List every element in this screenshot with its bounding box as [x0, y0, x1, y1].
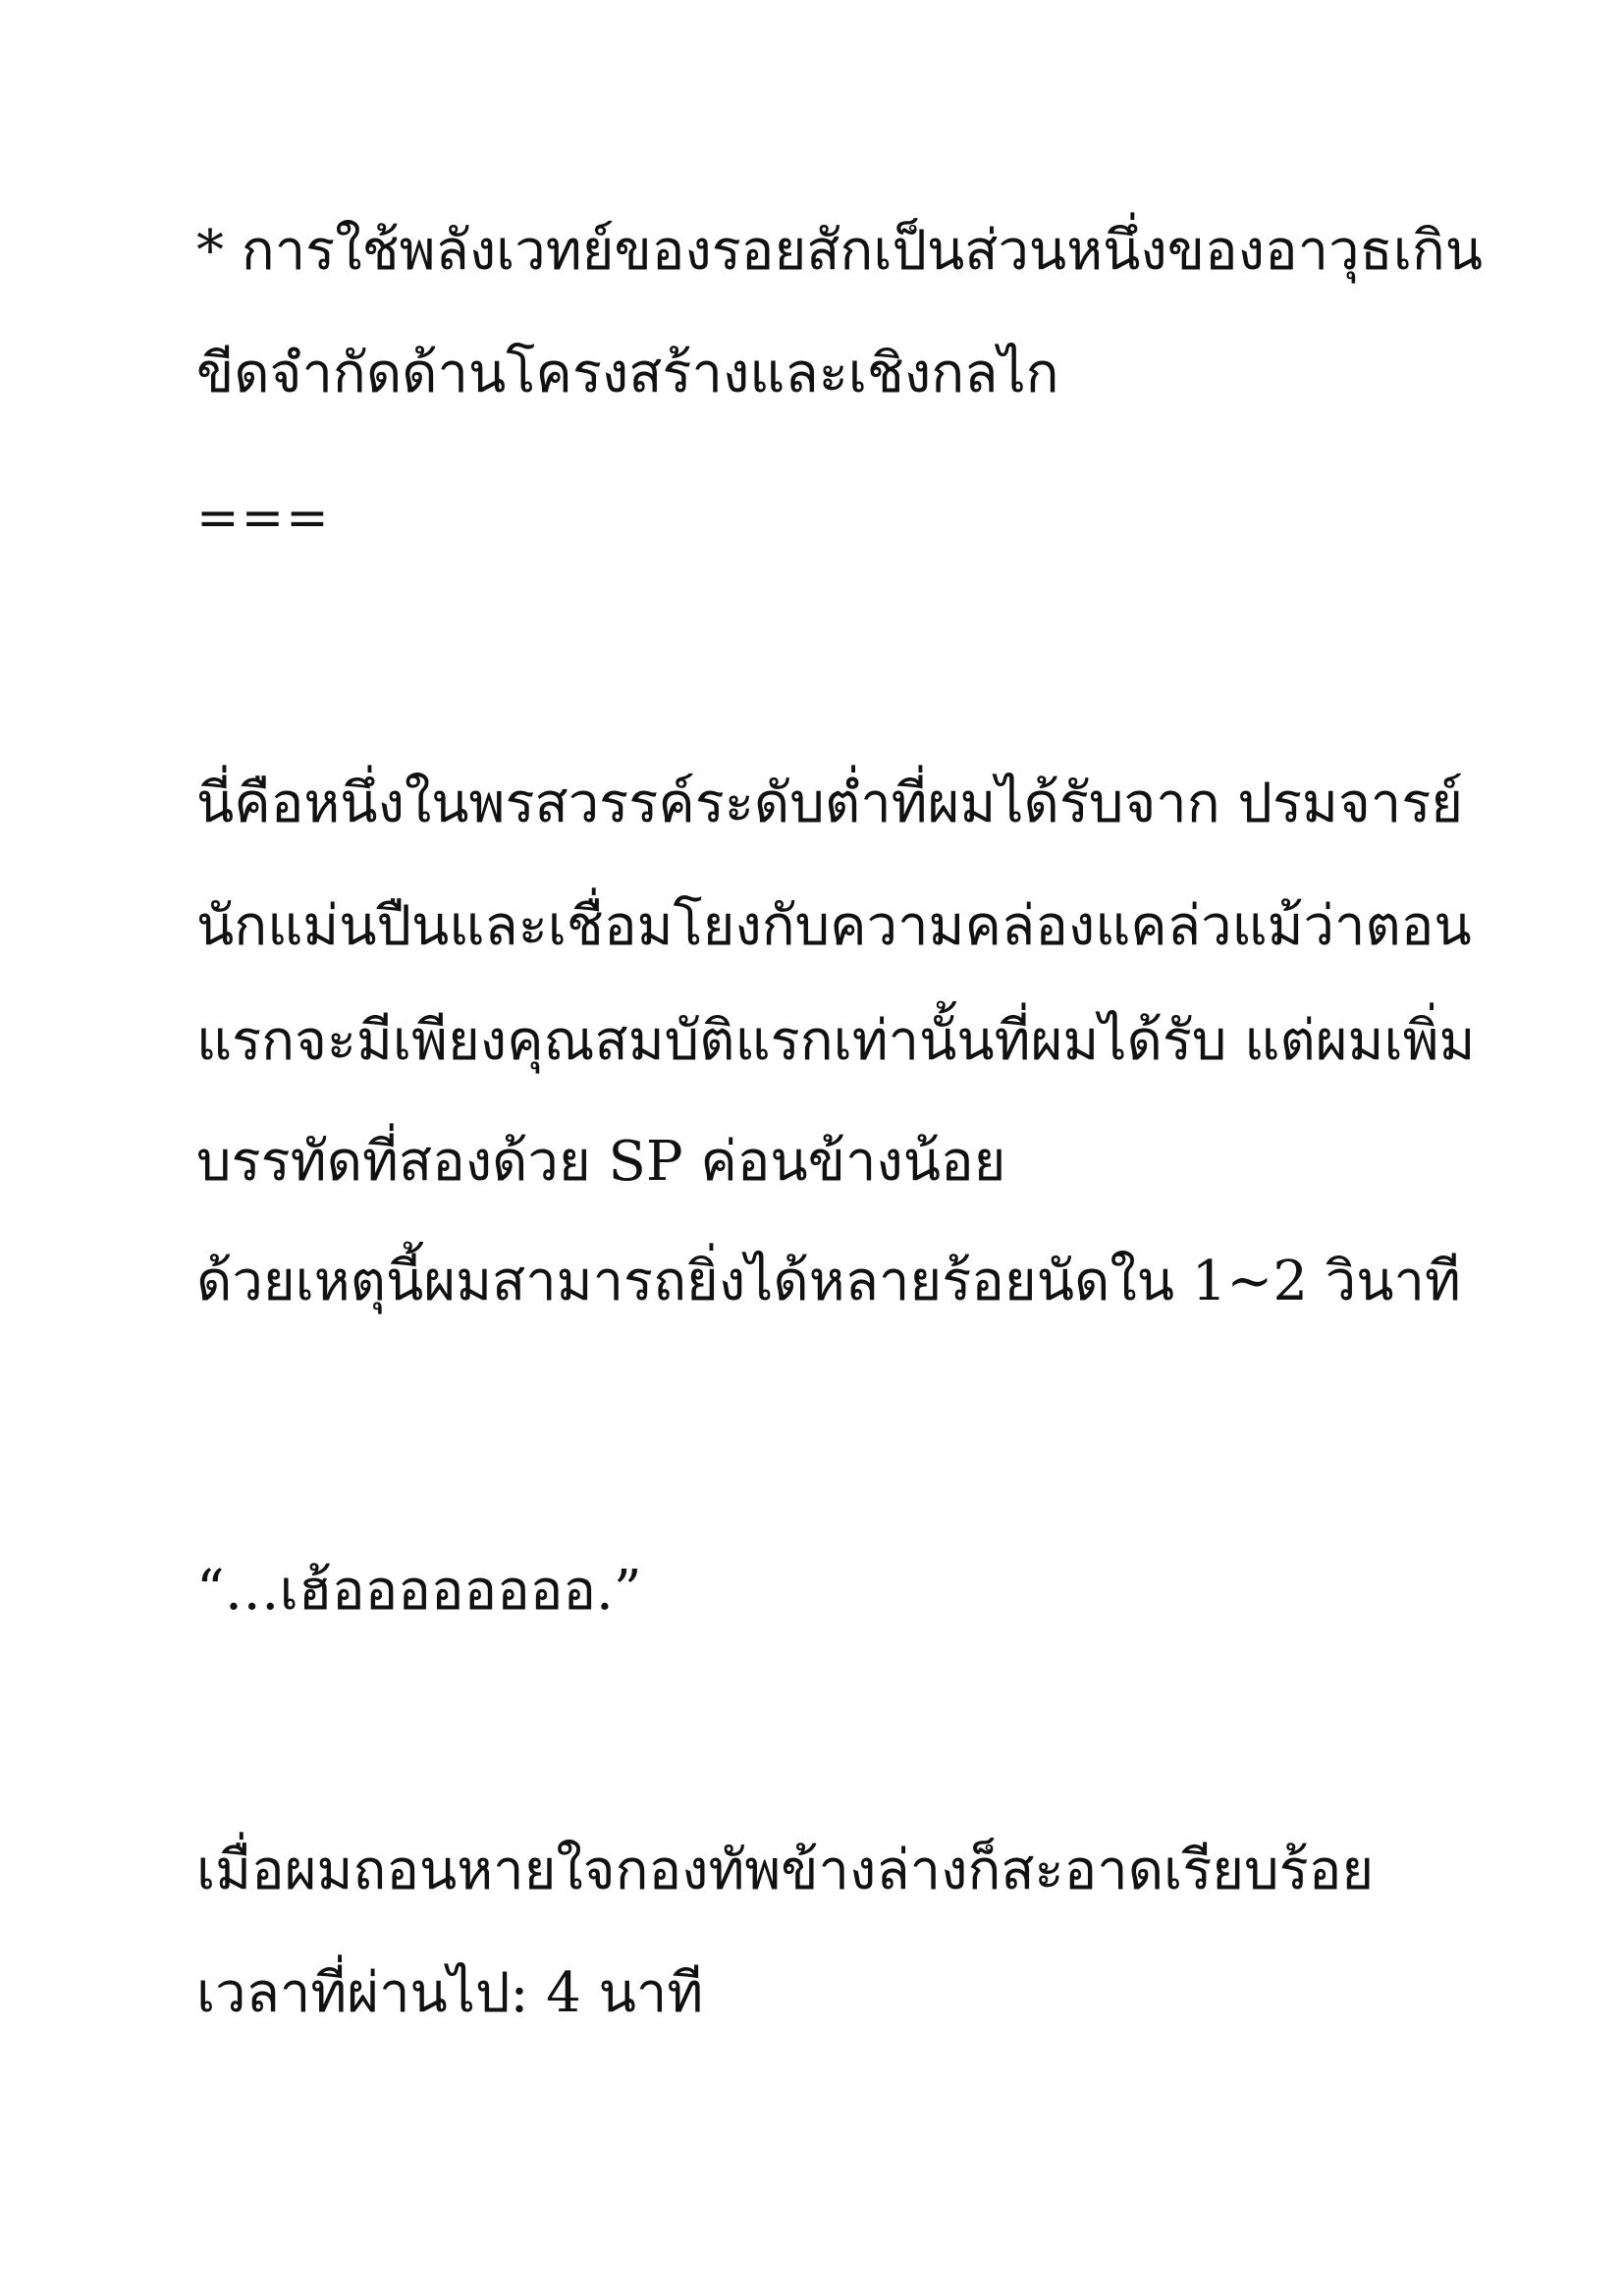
paragraph-line-3: แรกจะมีเพียงคุณสมบัติแรกเท่านั้นที่ผมได้รับ แต่ผมเพิ่ม [196, 1009, 1476, 1073]
section-divider: === [196, 489, 331, 548]
footnote-line-1: * การใช้พลังเวทย์ของรอยสักเป็นส่วนหนึ่งของอาวุธเกิน [196, 219, 1484, 283]
dialogue-line: “…เฮ้ออออออออ.” [196, 1559, 642, 1623]
elapsed-time-line: เวลาที่ผ่านไป: 4 นาที [196, 1961, 704, 2025]
paragraph-line-5: ด้วยเหตุนี้ผมสามารถยิ่งได้หลายร้อยนัดใน 1~2 วินาที [196, 1250, 1461, 1313]
paragraph-line-4: บรรทัดที่สองด้วย SP ค่อนข้างน้อย [196, 1130, 1006, 1194]
paragraph-line-1: นี่คือหนึ่งในพรสวรรค์ระดับต่ำที่ผมได้รับจาก ปรมจารย์ [196, 772, 1464, 835]
footnote-line-2: ขีดจำกัดด้านโครงสร้างและเชิงกลไก [196, 342, 1059, 405]
narration-line: เมื่อผมถอนหายใจกองทัพข้างล่างก็สะอาดเรียบร้อย [196, 1839, 1375, 1902]
paragraph-line-2: นักแม่นปืนและเชื่อมโยงกับความคล่องแคล่วแม้ว่าตอน [196, 894, 1472, 958]
